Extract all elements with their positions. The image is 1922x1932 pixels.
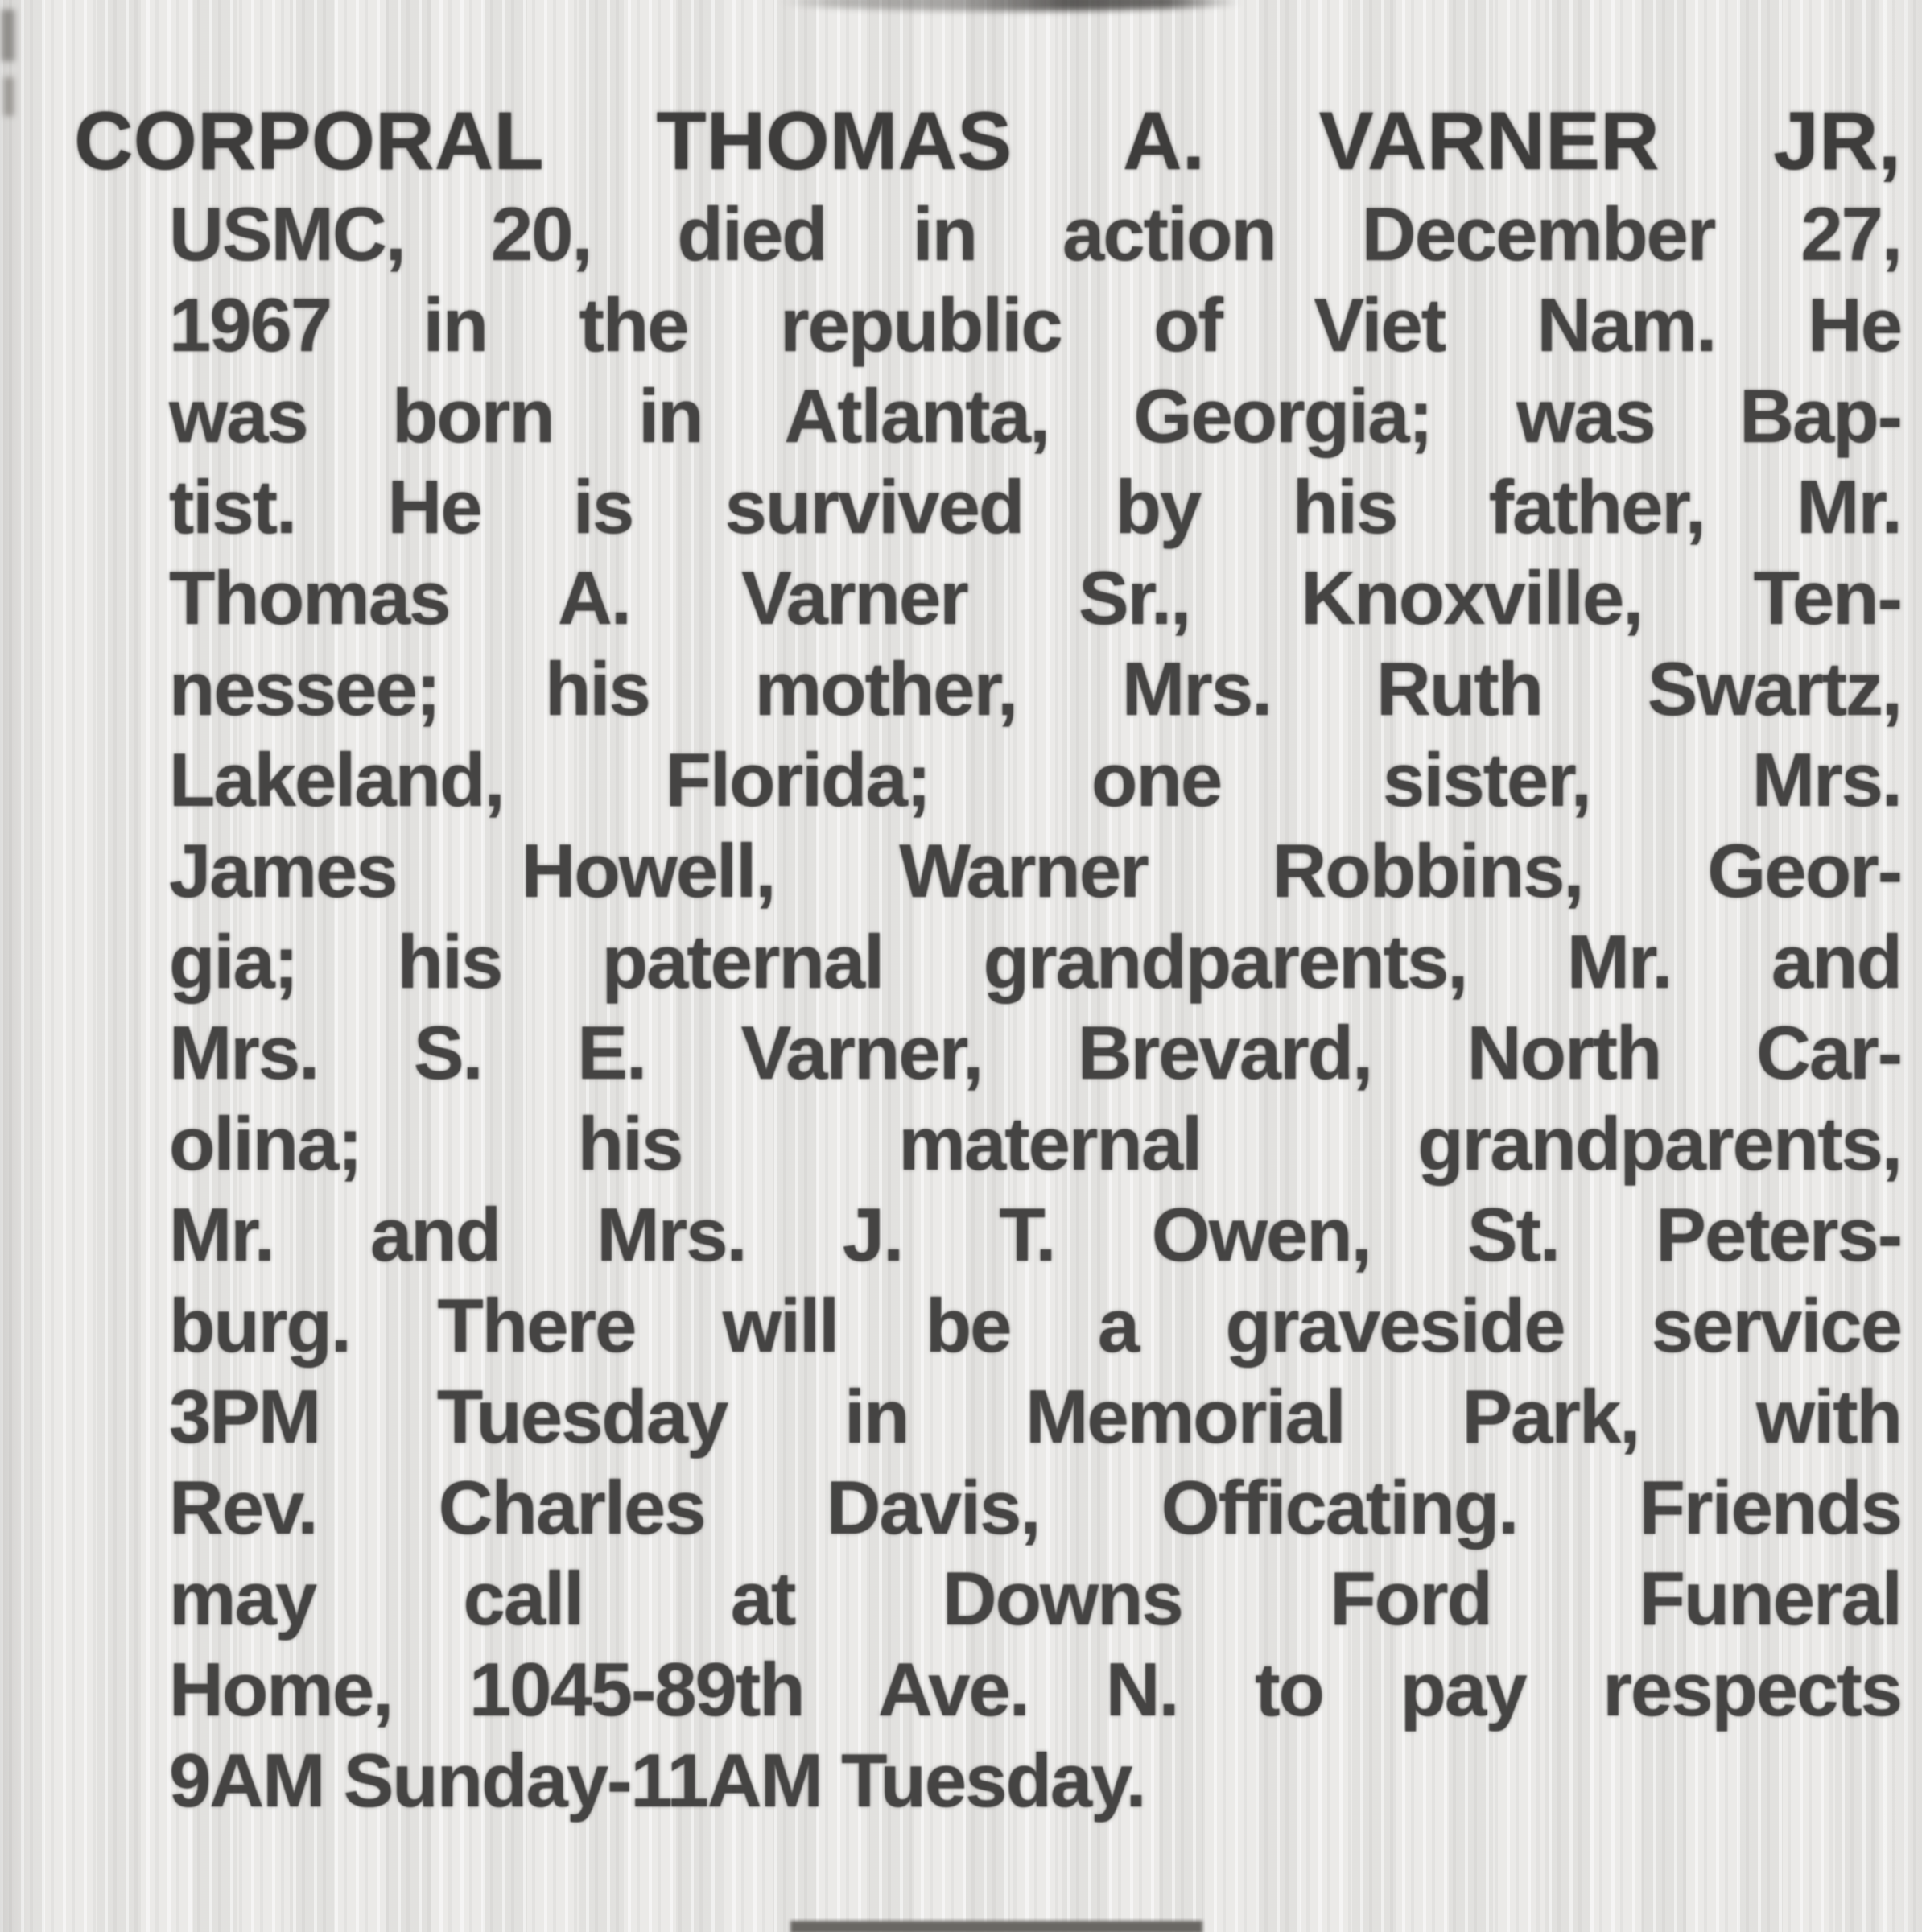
top-edge-rule-artifact (779, 0, 1242, 11)
obituary-text-column (74, 93, 1901, 1826)
obituary-line: gia; his paternal grandparents, Mr. and (169, 919, 1901, 1004)
obituary-headline: CORPORAL THOMAS A. VARNER JR, (74, 95, 1901, 187)
obituary-line: Thomas A. Varner Sr., Knoxville, Ten- (169, 555, 1901, 640)
obituary-line: 9AM Sunday-11AM Tuesday. (169, 1738, 1145, 1823)
left-edge-scan-artifact (2, 10, 14, 61)
obituary-line: olina; his maternal grandparents, (169, 1101, 1901, 1186)
obituary-line: Lakeland, Florida; one sister, Mrs. (169, 737, 1901, 822)
obituary-line: Mrs. S. E. Varner, Brevard, North Car- (169, 1010, 1901, 1095)
obituary-line: USMC, 20, died in action December 27, (169, 192, 1901, 276)
obituary-line: may call at Downs Ford Funeral (169, 1556, 1901, 1641)
obituary-line: nessee; his mother, Mrs. Ruth Swartz, (169, 646, 1901, 731)
obituary-line: was born in Atlanta, Georgia; was Bap- (169, 374, 1901, 458)
obituary-line: Mr. and Mrs. J. T. Owen, St. Peters- (169, 1192, 1901, 1277)
obituary-line: 1967 in the republic of Viet Nam. He (169, 283, 1901, 367)
obituary-line: James Howell, Warner Robbins, Geor- (169, 828, 1901, 913)
divider-rule-bottom (790, 1921, 1202, 1932)
obituary-line: Rev. Charles Davis, Officating. Friends (169, 1465, 1901, 1550)
obituary-line: Home, 1045-89th Ave. N. to pay respects (169, 1647, 1901, 1732)
left-edge-scan-artifact (4, 77, 14, 116)
obituary-line: 3PM Tuesday in Memorial Park, with (169, 1374, 1901, 1459)
obituary-line: burg. There will be a graveside service (169, 1283, 1901, 1368)
obituary-line: tist. He is survived by his father, Mr. (169, 464, 1901, 549)
